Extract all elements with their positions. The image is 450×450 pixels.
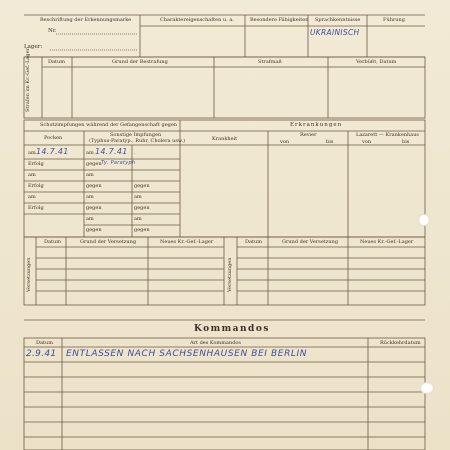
row-label: gegen <box>86 183 102 189</box>
kommandos-title: Kommandos <box>194 324 270 334</box>
versetz-header-grund: Grund der Versetzung <box>80 239 137 245</box>
kommando-entry-date: 2.9.41 <box>26 349 57 359</box>
row-label: am <box>86 150 94 156</box>
row-label: am <box>134 216 142 222</box>
versetz-side-label-left: Versetzungen <box>26 257 32 292</box>
versetz-header-datum: Datum <box>44 239 61 245</box>
nr-label: Nr. <box>48 28 57 34</box>
impfung-date: 14.7.41 <box>95 147 128 156</box>
sprach-value: UKRAINISCH <box>310 28 360 37</box>
strafen-header-datum: Datum <box>48 59 65 65</box>
krank-col-lazarett: Lazarett — Krankenhaus <box>356 132 419 138</box>
row-label: am <box>28 194 36 200</box>
schutz-title: Schutzimpfungen während der Gefangenschaft gegen <box>40 122 178 128</box>
revier-bis: bis <box>326 139 334 145</box>
versetz-side-label-right: Versetzungen <box>227 257 233 292</box>
row-label: gegen <box>134 227 150 233</box>
row-label: gegen <box>86 227 102 233</box>
header-charakter: Charaktereigenschaften u. a. <box>160 17 234 23</box>
versetz-header-lager-2: Neues Kr.-Gef.-Lager <box>360 239 414 245</box>
punch-hole <box>420 382 434 394</box>
header-sprachkenntnisse: Sprachkenntnisse <box>315 17 361 23</box>
kommandos-col-datum: Datum <box>36 340 53 346</box>
schutz-col-pocken: Pocken <box>44 135 63 141</box>
versetz-header-grund-2: Grund der Versetzung <box>282 239 339 245</box>
header-faehigkeiten: Besondere Fähigkeiten <box>250 17 309 23</box>
strafen-header-strafmass: Strafmaß <box>258 59 282 65</box>
row-label: Erfolg <box>28 161 44 167</box>
schutz-col-sonstige: Sonstige Impfungen <box>110 132 162 138</box>
row-label: am <box>86 216 94 222</box>
schutz-col-sonstige-detail: (Typhus-Paratyp., Ruhr, Cholera usw.) <box>89 138 186 144</box>
strafen-side-label: Strafen im Kr.-Gef.-Lager <box>25 48 31 112</box>
header-fuehrung: Führung <box>383 17 405 23</box>
versetz-header-lager: Neues Kr.-Gef.-Lager <box>160 239 214 245</box>
punch-hole <box>418 214 430 226</box>
row-label: gegen <box>134 205 150 211</box>
strafen-header-grund: Grund der Bestrafung <box>112 59 168 65</box>
kommando-entry-text: ENTLASSEN NACH SACHSENHAUSEN BEI BERLIN <box>66 349 308 359</box>
row-label: am <box>28 172 36 178</box>
revier-von: von <box>280 139 290 145</box>
lazarett-von: von <box>362 139 372 145</box>
row-label: gegen <box>86 205 102 211</box>
row-label: am <box>134 194 142 200</box>
row-label: . <box>134 150 136 156</box>
versetz-header-datum-2: Datum <box>245 239 262 245</box>
impfung-type: Ty. Paratyph <box>101 160 136 166</box>
krank-col-krankheit: Krankheit <box>212 136 238 142</box>
row-label: gegen <box>86 161 102 167</box>
row-label: am <box>86 194 94 200</box>
lager-label: Lager: <box>24 44 43 50</box>
lazarett-bis: bis <box>402 139 410 145</box>
pocken-date: 14.7.41 <box>36 147 69 156</box>
row-label: Erfolg <box>28 183 44 189</box>
row-label: am <box>86 172 94 178</box>
row-label: Erfolg <box>28 205 44 211</box>
krank-col-revier: Revier <box>300 132 317 138</box>
kommandos-col-art: Art des Kommandos <box>190 340 241 346</box>
kommandos-col-rueck: Rückkehrdatum <box>380 340 421 346</box>
strafen-header-verbuesst: Verbüßt, Datum <box>356 59 397 65</box>
krank-title: Erkrankungen <box>290 122 343 128</box>
row-label: gegen <box>134 183 150 189</box>
row-label: am <box>28 150 36 156</box>
header-erkennungsmarke: Beschriftung der Erkennungsmarke <box>40 17 132 23</box>
